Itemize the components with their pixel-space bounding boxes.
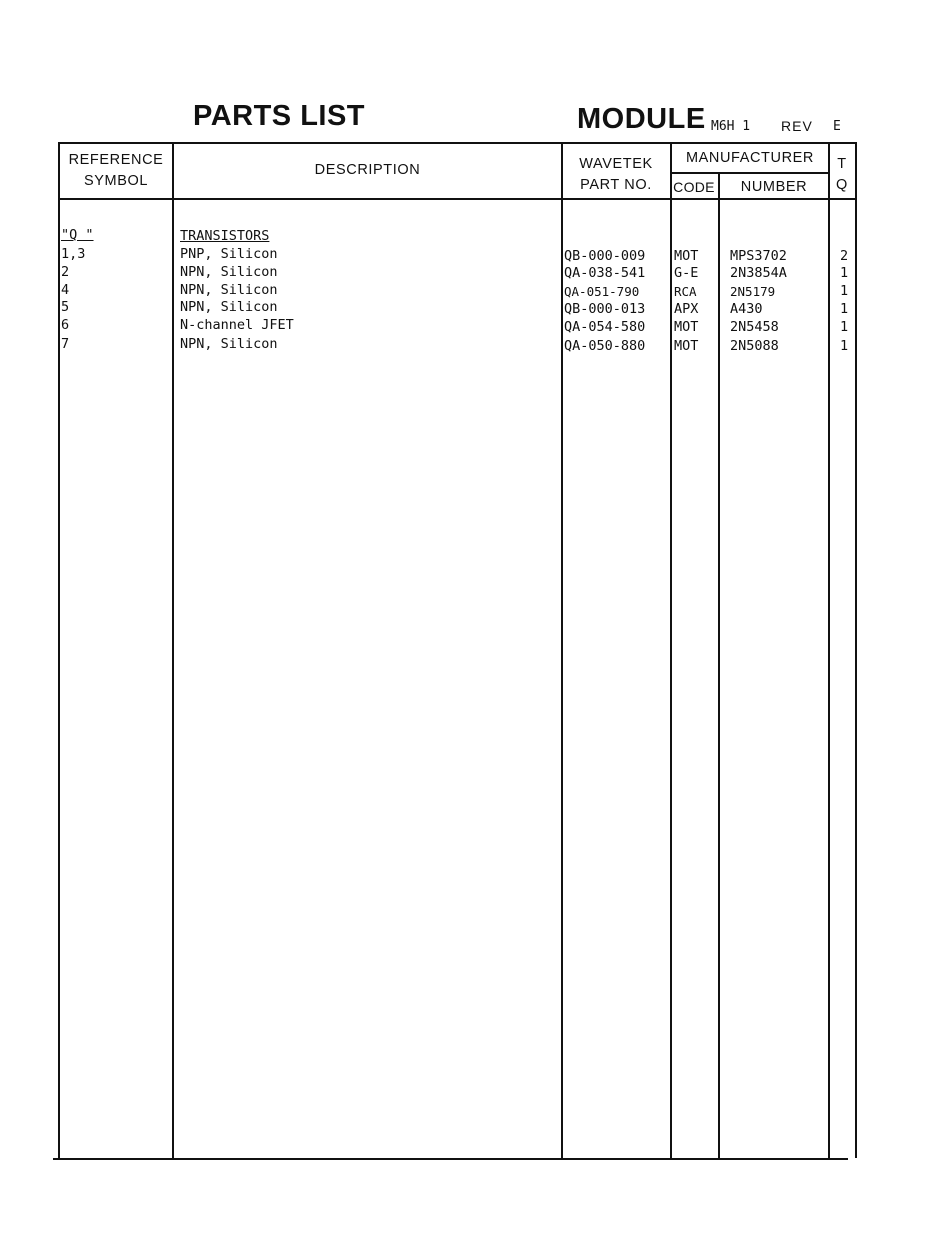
page-title: PARTS LIST: [193, 100, 366, 132]
row-number: MPS3702: [730, 248, 787, 264]
row-ref: 7: [61, 336, 70, 352]
header-reference-line2: SYMBOL: [83, 173, 149, 189]
col-border-desc: [561, 142, 563, 1158]
row-ref: 1,3: [61, 246, 86, 262]
col-border-left: [58, 142, 60, 1158]
row-ref: 2: [61, 264, 70, 280]
section-description: TRANSISTORS: [180, 228, 270, 244]
header-tq: [829, 154, 855, 196]
table-top-border: [58, 142, 856, 144]
col-border-right: [855, 142, 857, 1158]
row-code: G-E: [674, 265, 699, 281]
manufacturer-sub-border: [670, 172, 828, 174]
row-desc: NPN, Silicon: [180, 299, 278, 315]
row-number: A430: [730, 301, 763, 317]
header-wavetek-line2: PART NO.: [580, 177, 652, 193]
row-tq: 1: [840, 265, 849, 281]
col-border-code: [718, 172, 720, 1158]
row-desc: N-channel JFET: [180, 317, 294, 333]
row-number: 2N5179: [730, 284, 776, 299]
row-desc: NPN, Silicon: [180, 264, 278, 280]
header-manufacturer: MANUFACTURER: [685, 150, 815, 166]
header-number: NUMBER: [740, 179, 808, 195]
header-wavetek-line1: WAVETEK: [579, 156, 653, 172]
row-tq: 2: [840, 248, 849, 264]
header-bottom-border: [58, 198, 856, 200]
row-tq: 1: [840, 283, 849, 299]
row-part-no: QA-038-541: [564, 265, 646, 281]
row-tq: 1: [840, 319, 849, 335]
rev-value: E: [833, 119, 841, 134]
row-part-no: QB-000-009: [564, 248, 646, 264]
header-wavetek: [562, 154, 670, 196]
header-reference: [60, 150, 172, 192]
col-border-number: [828, 142, 830, 1158]
module-label: MODULE: [577, 103, 706, 135]
row-desc: NPN, Silicon: [180, 336, 278, 352]
row-code: MOT: [674, 338, 699, 354]
header-tq-q: Q: [836, 177, 848, 193]
header-reference-line1: REFERENCE: [68, 152, 164, 168]
col-border-partno: [670, 142, 672, 1158]
row-part-no: QA-050-880: [564, 338, 646, 354]
row-ref: 4: [61, 282, 70, 298]
header-tq-t: T: [837, 156, 847, 172]
row-code: RCA: [674, 284, 697, 299]
row-code: MOT: [674, 248, 699, 264]
section-reference: "Q ": [61, 227, 94, 243]
row-code: APX: [674, 301, 699, 317]
header-code: CODE: [673, 179, 715, 195]
row-desc: NPN, Silicon: [180, 282, 278, 298]
row-ref: 5: [61, 299, 70, 315]
row-code: MOT: [674, 319, 699, 335]
rev-label: REV: [781, 118, 813, 134]
module-value: M6H 1: [711, 119, 751, 134]
row-number: 2N3854A: [730, 265, 787, 281]
row-part-no: QA-054-580: [564, 319, 646, 335]
row-tq: 1: [840, 301, 849, 317]
col-border-ref: [172, 142, 174, 1158]
row-number: 2N5458: [730, 319, 779, 335]
row-part-no: QA-051-790: [564, 284, 640, 299]
table-bottom-border: [53, 1158, 848, 1160]
row-ref: 6: [61, 317, 70, 333]
row-tq: 1: [840, 338, 849, 354]
row-part-no: QB-000-013: [564, 301, 646, 317]
row-number: 2N5088: [730, 338, 779, 354]
row-desc: PNP, Silicon: [180, 246, 278, 262]
header-description: DESCRIPTION: [314, 162, 421, 178]
